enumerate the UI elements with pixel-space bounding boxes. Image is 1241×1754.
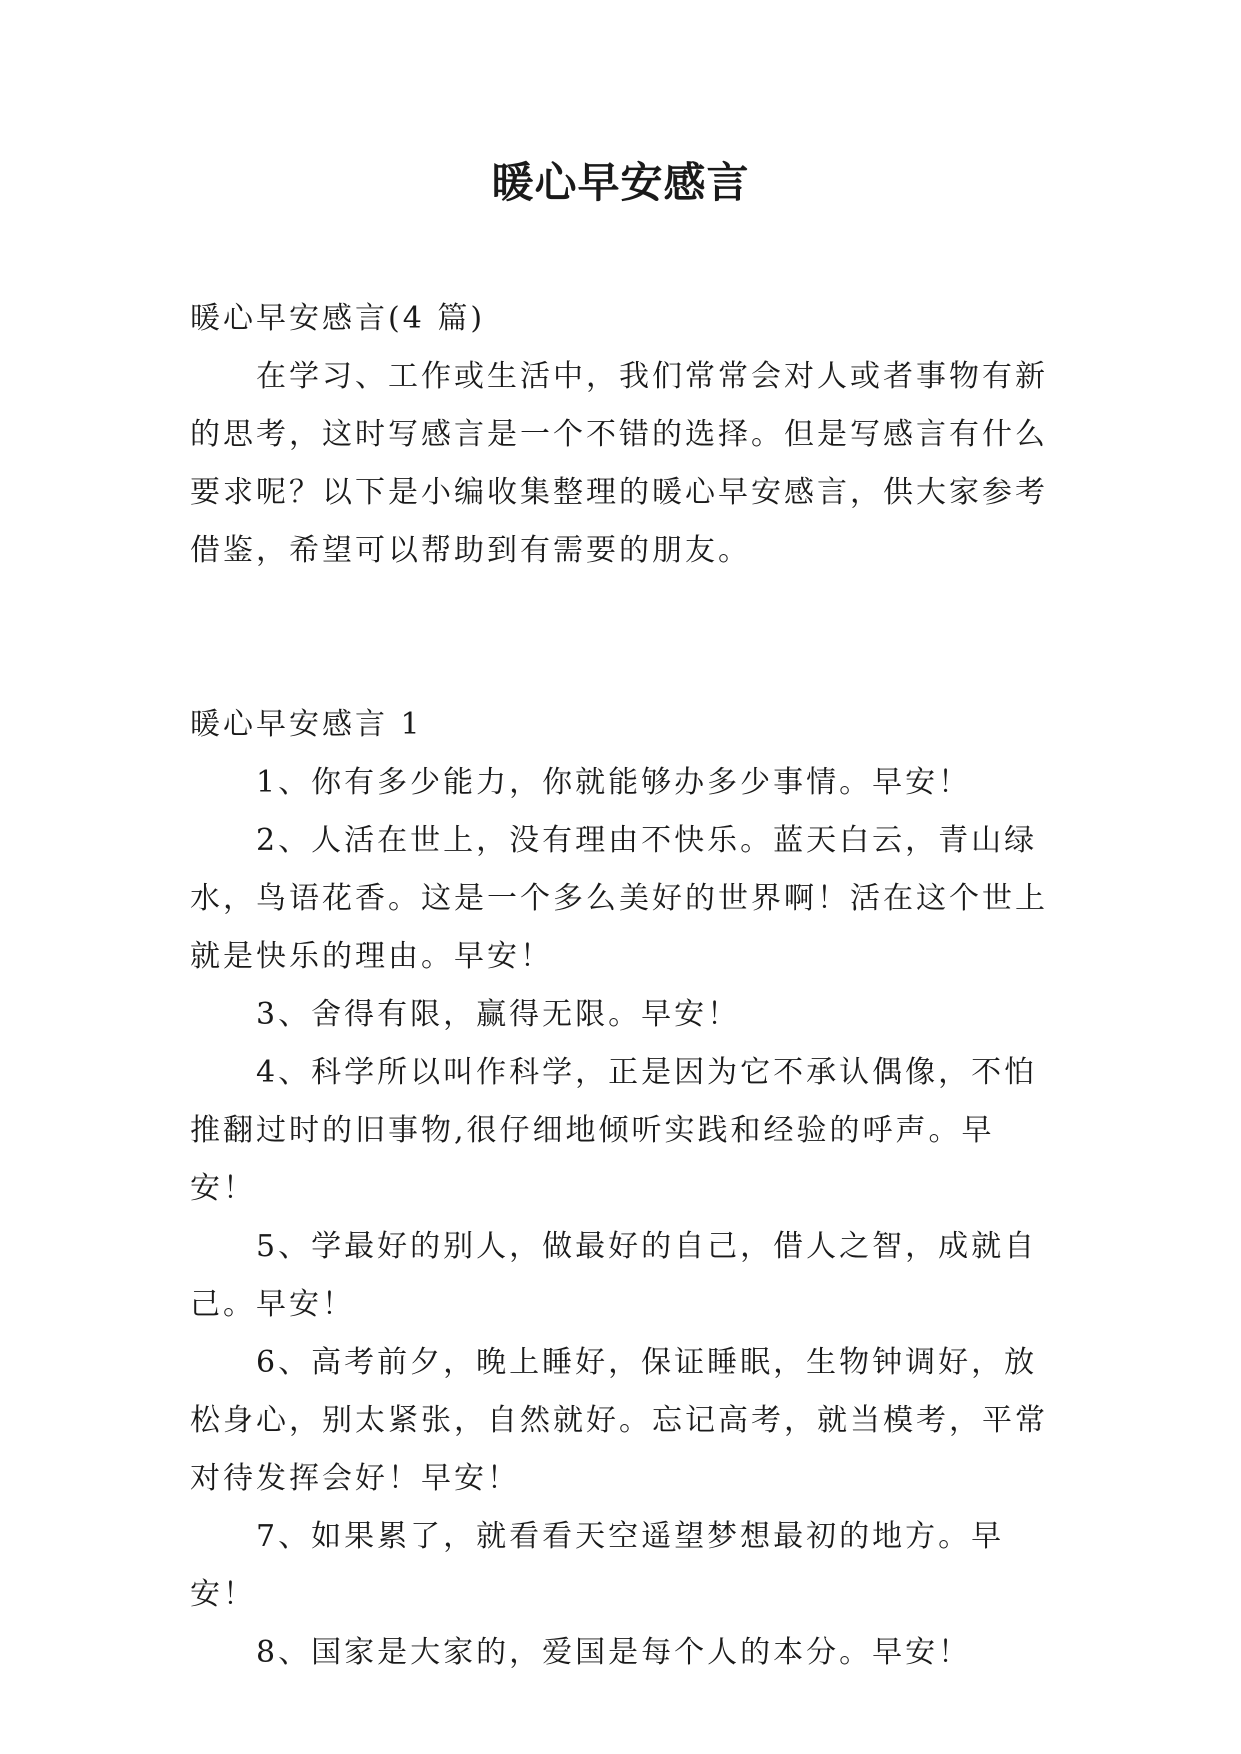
list-item: 6、高考前夕，晚上睡好，保证睡眠，生物钟调好，放松身心，别太紧张，自然就好。忘记高考，就当模考，平常对待发挥会好！早安！ bbox=[190, 1345, 1048, 1496]
intro-paragraph: 在学习、工作或生活中，我们常常会对人或者事物有新的思考，这时写感言是一个不错的选择。但是写感言有什么要求呢？以下是小编收集整理的暖心早安感言，供大家参考借鉴，希望可以帮助到有需要的朋友。 bbox=[190, 359, 1048, 568]
list-item: 3、舍得有限，赢得无限。早安！ bbox=[256, 997, 741, 1032]
section-heading: 暖心早安感言 1 bbox=[190, 707, 423, 742]
list-item: 7、如果累了，就看看天空遥望梦想最初的地方。早安！ bbox=[190, 1519, 1005, 1612]
section-spacer bbox=[190, 580, 1060, 696]
list-item: 4、科学所以叫作科学，正是因为它不承认偶像，不怕推翻过时的旧事物,很仔细地倾听实践和经验的呼声。早安！ bbox=[190, 1055, 1038, 1206]
list-item: 1、你有多少能力，你就能够办多少事情。早安！ bbox=[256, 765, 972, 800]
list-item: 2、人活在世上，没有理由不快乐。蓝天白云，青山绿水，鸟语花香。这是一个多么美好的世界啊！活在这个世上就是快乐的理由。早安！ bbox=[190, 823, 1048, 974]
list-item: 5、学最好的别人，做最好的自己，借人之智，成就自己。早安！ bbox=[190, 1229, 1038, 1322]
document-body bbox=[190, 290, 1060, 1682]
document-subtitle: 暖心早安感言(4 篇) bbox=[190, 301, 486, 336]
document-title: 暖心早安感言 bbox=[491, 158, 750, 207]
list-item: 8、国家是大家的，爱国是每个人的本分。早安！ bbox=[256, 1635, 972, 1670]
